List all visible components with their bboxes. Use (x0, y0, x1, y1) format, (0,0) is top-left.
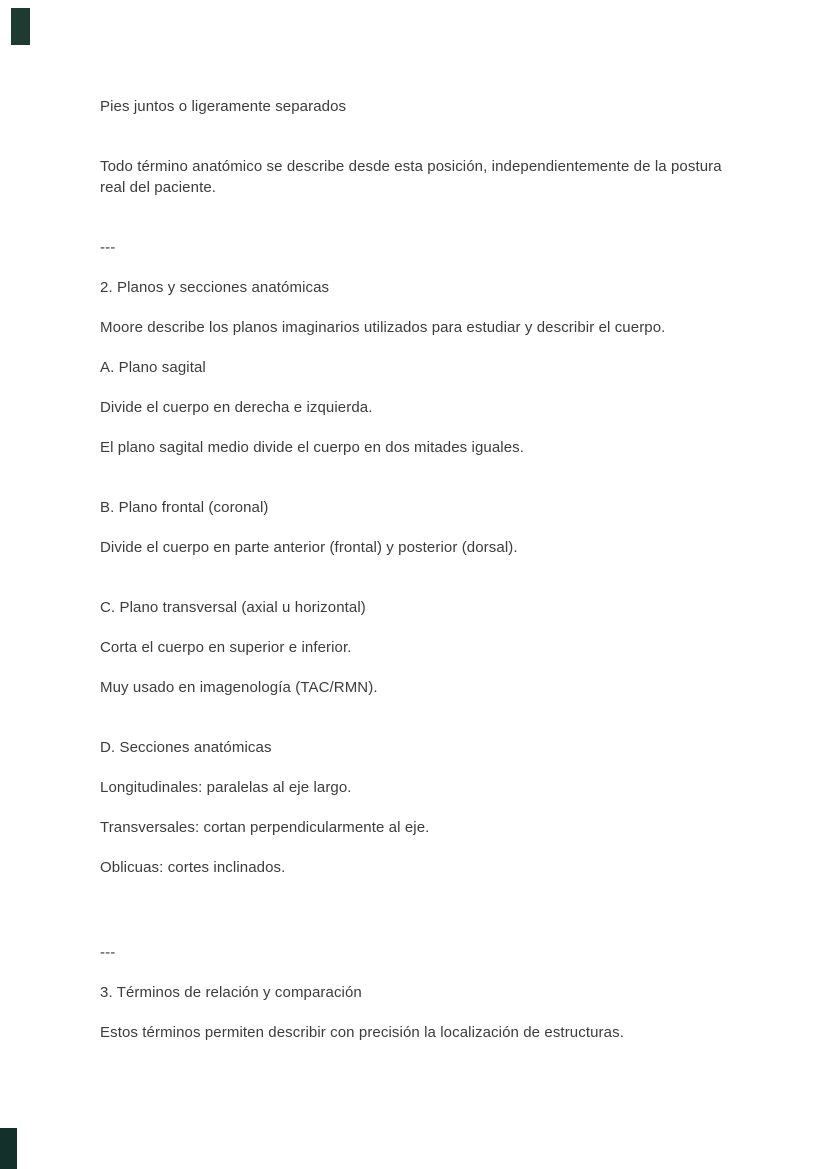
paragraph: B. Plano frontal (coronal) (100, 499, 269, 516)
paragraph: Pies juntos o ligeramente separados (100, 98, 347, 115)
scan-artifact-top-left-icon (11, 8, 30, 45)
paragraph: El plano sagital medio divide el cuerpo en dos mitades iguales. (100, 439, 525, 456)
paragraph: Moore describe los planos imaginarios utilizados para estudiar y describir el cuerpo. (100, 319, 666, 336)
paragraph: Corta el cuerpo en superior e inferior. (100, 639, 352, 656)
paragraph: --- (100, 944, 116, 961)
paragraph: 2. Planos y secciones anatómicas (100, 279, 330, 296)
paragraph: D. Secciones anatómicas (100, 739, 272, 756)
paragraph: 3. Términos de relación y comparación (100, 984, 362, 1001)
paragraph: Todo término anatómico se describe desde esta posición, independientemente de la postura real del paciente. (100, 158, 722, 196)
paragraph: Oblicuas: cortes inclinados. (100, 859, 286, 876)
paragraph: --- (100, 239, 116, 256)
paragraph: Transversales: cortan perpendicularmente al eje. (100, 819, 430, 836)
paragraph: Longitudinales: paralelas al eje largo. (100, 779, 352, 796)
paragraph: Divide el cuerpo en derecha e izquierda. (100, 399, 373, 416)
paragraph: Divide el cuerpo en parte anterior (frontal) y posterior (dorsal). (100, 539, 518, 556)
document-text-body (100, 96, 732, 1062)
paragraph: C. Plano transversal (axial u horizontal) (100, 599, 366, 616)
paragraph: A. Plano sagital (100, 359, 206, 376)
scan-artifact-bottom-left-icon (0, 1128, 17, 1169)
paragraph: Estos términos permiten describir con precisión la localización de estructuras. (100, 1024, 624, 1041)
paragraph: Muy usado en imagenología (TAC/RMN). (100, 679, 378, 696)
